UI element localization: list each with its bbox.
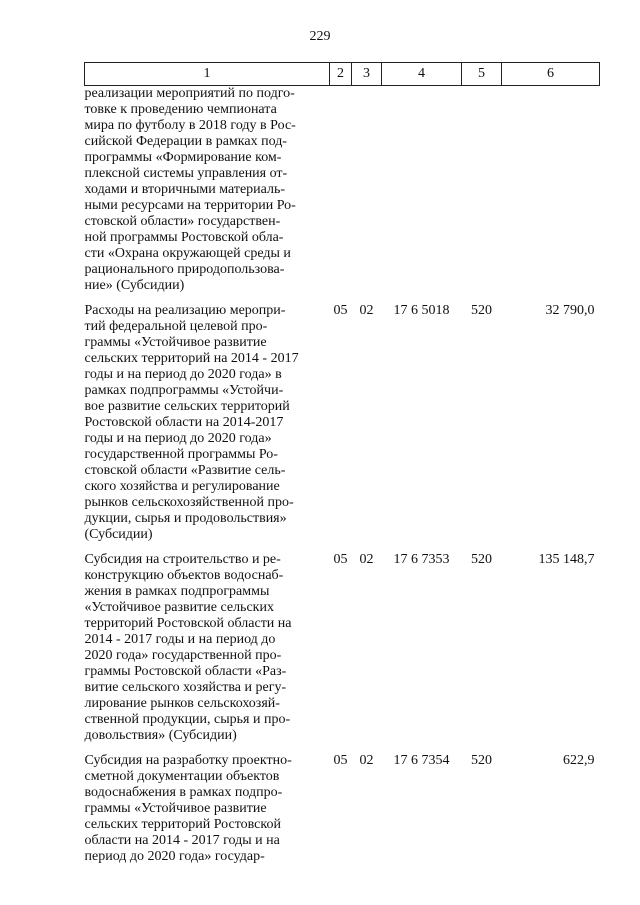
description-line: государственной программы Ро- <box>84 447 278 462</box>
description-line: Субсидия на разработку проектно- <box>84 753 292 768</box>
description-line: (Субсидии) <box>84 527 153 542</box>
description-line: ной программы Ростовской обла- <box>84 230 284 245</box>
description-line: ходами и вторичными материаль- <box>84 182 286 197</box>
description-line: мира по футболу в 2018 году в Рос- <box>84 118 296 133</box>
description-line: рационального природопользова- <box>84 262 285 277</box>
column-header-1: 1 <box>85 63 330 86</box>
description-line: конструкцию объектов водоснаб- <box>84 568 284 583</box>
column-header-5: 5 <box>462 63 502 86</box>
description-line: Ростовской области на 2014-2017 <box>84 415 284 430</box>
description-line: дукции, сырья и продовольствия» <box>84 511 287 526</box>
description-line: лирование рынков сельскохозяй- <box>84 696 280 711</box>
expense-type-code: 520 <box>471 552 492 567</box>
target-article-code <box>382 86 462 304</box>
description-line: сельских территорий Ростовской <box>84 817 281 832</box>
description-line: сти «Охрана окружающей среды и <box>84 246 291 261</box>
target-article-code: 17 6 7353 <box>393 552 450 567</box>
budget-table <box>84 62 600 874</box>
description-line: «Устойчивое развитие сельских <box>84 600 274 615</box>
description-line: Субсидия на строительство и ре- <box>84 552 281 567</box>
description-line: товке к проведению чемпионата <box>84 102 277 117</box>
description-line: 2014 - 2017 годы и на период до <box>84 632 276 647</box>
expense-type-code: 520 <box>471 303 492 318</box>
description-line: стовской области «Развитие сель- <box>84 463 286 478</box>
description-line: реализации мероприятий по подго- <box>84 86 295 101</box>
target-article-code: 17 6 7354 <box>393 753 450 768</box>
amount: 622,9 <box>563 753 595 768</box>
description-line: 2020 года» государственной про- <box>84 648 282 663</box>
section-code: 05 <box>333 552 348 567</box>
description-line: сметной документации объектов <box>84 769 280 784</box>
table-row <box>85 552 600 753</box>
description-line: ными ресурсами на территории Ро- <box>84 198 296 213</box>
expense-type-code <box>462 86 502 304</box>
description-line: граммы «Устойчивое развитие <box>84 801 267 816</box>
page-number: 229 <box>309 29 331 44</box>
description-line: граммы «Устойчивое развитие <box>84 335 267 350</box>
description-line: водоснабжения в рамках подпро- <box>84 785 283 800</box>
description-line: Расходы на реализацию меропри- <box>84 303 286 318</box>
section-code: 05 <box>333 303 348 318</box>
column-header-3: 3 <box>352 63 382 86</box>
table-row <box>85 303 600 552</box>
description-line: программы «Формирование ком- <box>84 150 282 165</box>
amount <box>502 86 600 304</box>
description-line: сельских территорий на 2014 - 2017 <box>84 351 299 366</box>
description-line: ние» (Субсидии) <box>84 278 185 293</box>
column-header-2: 2 <box>330 63 352 86</box>
row-description <box>85 552 330 753</box>
row-description <box>85 303 330 552</box>
description-line: годы и на период до 2020 года» <box>84 431 272 446</box>
subsection-code: 02 <box>359 552 374 567</box>
description-line: вое развитие сельских территорий <box>84 399 290 414</box>
amount: 135 148,7 <box>538 552 595 567</box>
description-line: довольствия» (Субсидии) <box>84 728 237 743</box>
row-description <box>85 753 330 874</box>
description-line: жения в рамках подпрограммы <box>84 584 270 599</box>
column-header-6: 6 <box>502 63 600 86</box>
subsection-code <box>352 86 382 304</box>
amount: 32 790,0 <box>545 303 595 318</box>
description-line: период до 2020 года» государ- <box>84 849 265 864</box>
description-line: территорий Ростовской области на <box>84 616 292 631</box>
target-article-code: 17 6 5018 <box>393 303 450 318</box>
description-line: стовской области» государствен- <box>84 214 281 229</box>
description-line: ского хозяйства и регулирование <box>84 479 280 494</box>
description-line: рамках подпрограммы «Устойчи- <box>84 383 284 398</box>
column-header-4: 4 <box>382 63 462 86</box>
row-description <box>85 86 330 304</box>
description-line: витие сельского хозяйства и регу- <box>84 680 287 695</box>
table-row <box>85 753 600 874</box>
description-line: граммы Ростовской области «Раз- <box>84 664 287 679</box>
description-line: области на 2014 - 2017 годы и на <box>84 833 280 848</box>
section-code: 05 <box>333 753 348 768</box>
description-line: рынков сельскохозяйственной про- <box>84 495 294 510</box>
header-row <box>85 63 600 86</box>
expense-type-code: 520 <box>471 753 492 768</box>
description-line: ственной продукции, сырья и про- <box>84 712 291 727</box>
description-line: плексной системы управления от- <box>84 166 288 181</box>
description-line: тий федеральной целевой про- <box>84 319 268 334</box>
description-line: сийской Федерации в рамках под- <box>84 134 287 149</box>
subsection-code: 02 <box>359 303 374 318</box>
subsection-code: 02 <box>359 753 374 768</box>
section-code <box>330 86 352 304</box>
table-row <box>85 86 600 304</box>
description-line: годы и на период до 2020 года» в <box>84 367 282 382</box>
